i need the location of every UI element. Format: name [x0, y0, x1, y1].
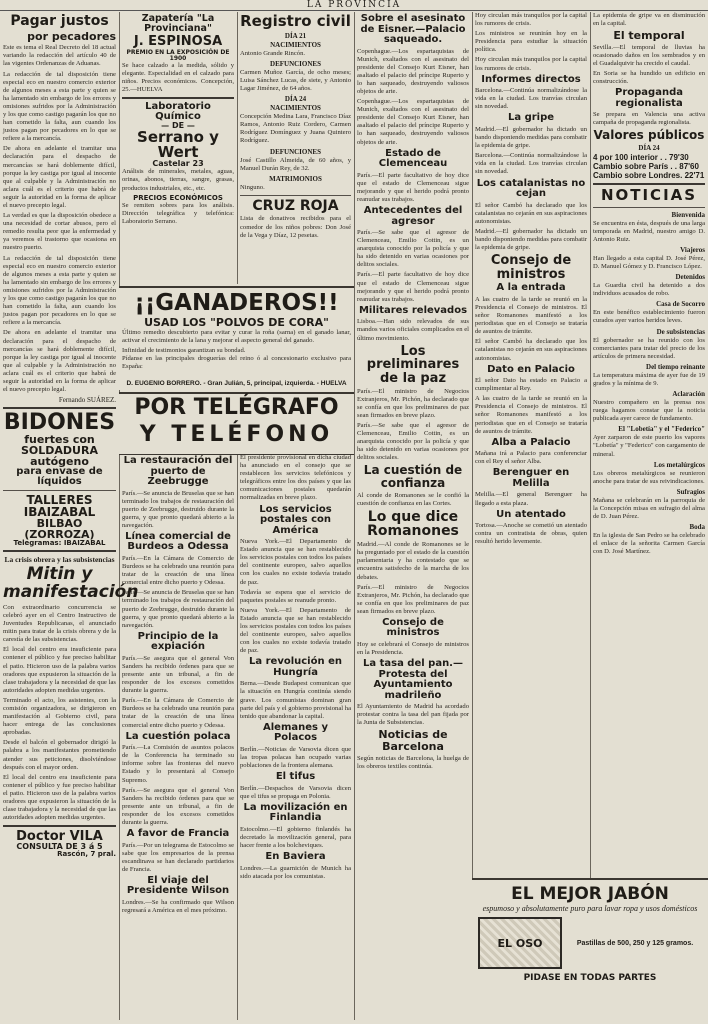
- paragraph: Se prepara en Valencia una activa campaña de propaganda regionalista.: [593, 111, 705, 127]
- paragraph: Pídanse en las principales droguerías del reino ó al concesionario exclusivo para España:: [122, 355, 351, 371]
- value-row-text: Cambio sobre París . . 87'60: [593, 161, 699, 171]
- column-6: [590, 12, 708, 874]
- ad-ganaderos-title: ¡¡GANADEROS!!: [134, 290, 339, 316]
- headline: La cuestión de confianza: [363, 463, 463, 490]
- paragraph: La verdad es que la disposición obedece a una necesidad de cortar abusos, pero el remedio resulta peor que la enfermedad y ya veremos el trastorno que ocasiona en nuestro puerto.: [3, 212, 116, 252]
- column-3-bottom: [237, 454, 354, 1020]
- paragraph: Se hace calzado a la medida, sólido y elegante. Especialidad en el calzado para niños. Precios económicos. Concepción, 25.—HUELVA: [122, 62, 234, 94]
- headline: Los catalanistas no cejan: [476, 177, 586, 199]
- value-row: [593, 153, 705, 162]
- headline: Informes directos: [481, 73, 581, 85]
- section-label: DÍA 24: [284, 95, 307, 104]
- section-label: De subsistencias: [656, 327, 705, 336]
- headline: Principio de la expiación: [137, 630, 219, 653]
- headline: Consejo de ministros: [490, 253, 572, 282]
- paragraph: Lista de donativos recibidos para el comedor de los niños pobres: Don José de la Vega y Díaz, 12 pesetas.: [240, 215, 351, 239]
- column-1: [0, 12, 139, 1020]
- paragraph: Desde el balcón el gobernador dirigió la palabra a los manifestantes prometiendo atender sus peticiones, disolviéndose después con el mayor orden.: [3, 739, 116, 771]
- paragraph: Concepción Medina Lara, Francisco Díaz Ramos, Antonio Ruiz Cordero, Carmen Rodríguez Domínguez y Juana Quintero Rodríguez.: [240, 113, 351, 145]
- divider: [3, 490, 116, 491]
- paragraph: A las cuatro de la tarde se reunió en la Presidencia el Consejo de ministros. El señor Romanones manifestó a los periodistas que en el Consejo se trataría de asuntos de trámite.: [475, 395, 587, 435]
- paragraph: Según noticias de Barcelona, la huelga de los obreros textiles continúa.: [357, 754, 469, 770]
- paragraph: El presidente provisional en dicha ciudad ha anunciado en el consejo que se restablecen los servicios telefónicos y telegráficos entre los dos países y que las comunicaciones postales quedarán normalizadas en breve plazo.: [240, 454, 351, 502]
- paragraph: Berna.—Desde Budapest comunican que la situación en Hungría continúa siendo grave. Los comunistas dominan gran parte del país y el gobierno provisional ha tenido que abandonar la capital.: [240, 680, 351, 720]
- headline: La restauración del puerto de Zeebrugge: [123, 455, 233, 487]
- ad-talleres-line: BILBAO (ZORROZA): [24, 517, 95, 542]
- ad-zapateria-title: Zapatería "La Provinciana": [141, 13, 215, 34]
- paragraph: Barcelona.—Continúa normalizándose la vida en la ciudad. Los tranvías circulan sin novedad.: [475, 87, 587, 111]
- ad-talleres-title: TALLERES IBAIZABAL: [23, 493, 96, 520]
- ad-doctor-line: CONSULTA DE 3 á 5: [16, 842, 103, 852]
- section-label: Aclaración: [672, 390, 705, 399]
- headline: Lo que dice Romanones: [367, 508, 459, 540]
- divider: [122, 97, 234, 99]
- paragraph: Con extraordinario concurrencia se celebró ayer en el Centro Instructivo de Juventudes Republicanas, el anunciado mitin para tratar de la crisis obrera y de la carestía de las subsistencias.: [3, 603, 116, 644]
- paragraph: A las cuatro de la tarde se reunió en la Presidencia el Consejo de ministros. El señor Romanones manifestó a los periodistas que en el Consejo se trataría de asuntos de trámite.: [475, 295, 587, 336]
- paragraph: Los obreros metalúrgicos se reunieron anoche para tratar de sus reivindicaciones.: [593, 469, 705, 485]
- paragraph: Barcelona.—Continúa normalizándose la vida en la ciudad. Los tranvías circulan sin novedad.: [475, 152, 587, 176]
- ad-jabon-text: espumoso y absolutamente puro para lavar ropa y usos domésticos: [482, 904, 698, 913]
- ad-talleres-line: Telegramas: IBAIZABAL: [13, 539, 106, 548]
- paragraph: Tortosa.—Anoche se cometió un atentado contra un contratista de obras, quien resultó herido levemente.: [475, 522, 587, 546]
- signature: Fernando SUÁREZ.: [58, 396, 116, 405]
- section-banner-line1: POR TELÉGRAFO: [134, 395, 339, 420]
- paragraph: Los ministros se reunirán hoy en la Presidencia para estudiar la situación política.: [475, 30, 587, 54]
- section-label: MATRIMONIOS: [269, 174, 322, 183]
- ad-bidones-line: fuertes con: [24, 433, 95, 447]
- value-row-text: 4 por 100 interior . . 79'30: [593, 152, 689, 162]
- paragraph: Madrid.—Al conde de Romanones se le ha preguntado por el estado de la cuestión parlamentaria y ha contestado que se encuentra satisfecho de la marcha de los debates.: [357, 541, 469, 581]
- paragraph: Terminado el acto, los asistentes, con la comisión organizadora, se dirigieron en manifestación al Gobierno civil, para hacer entrega de las conclusiones aprobadas.: [3, 696, 116, 737]
- section-label: Los metalúrgicos: [653, 460, 705, 469]
- paragraph: París.—El ministro de Negocios Extranjeros, Mr. Pichón, ha declarado que se confía en que los preliminares de paz sean firmados en breve plazo.: [357, 387, 469, 419]
- paragraph: Infinidad de testimonios garantizan su bondad.: [122, 347, 246, 355]
- value-row-text: Cambio sobre Londres. 22'71: [593, 170, 705, 180]
- ad-doctor-title: Doctor VILA: [16, 829, 103, 845]
- headline: Antecedentes del agresor: [363, 205, 463, 227]
- column-2-top: [119, 12, 237, 284]
- paragraph: En la iglesia de San Pedro se ha celebrado el enlace de la señorita Carmen García con D. José Martínez.: [593, 532, 705, 556]
- section-label: DÍA 24: [638, 143, 660, 152]
- paragraph: Nueva York.—El Departamento de Estado anuncia que se han restablecido los servicios postales con todos los países del continente europeo, salvo aquellos con los cuales no existe todavía tratado de paz.: [240, 538, 351, 586]
- ad-jabon-body: [472, 913, 708, 973]
- paragraph: La Guardia civil ha detenido a dos individuos acusados de robo.: [593, 282, 705, 298]
- headline: Estado de Clemenceau: [378, 147, 448, 170]
- paragraph: Nuestro compañero en la prensa nos ruega hagamos constar que la noticia publicada ayer carece de fundamento.: [593, 399, 705, 423]
- headline: Los preliminares de la paz: [366, 343, 460, 386]
- paragraph: Hoy se celebrará el Consejo de ministros en la Presidencia.: [357, 640, 469, 657]
- ad-laboratorio-name: Serrano y Wert: [137, 128, 219, 162]
- paragraph: La redacción de tal disposición tiene especial eco en nuestro comercio exterior de algunos meses a esta parte y quien se ha lamentado sin embargo de los errores y omisiones sufridos por la Administración y los que como castigo pagarán los que no han cometido la falta, aun cuando los justos pagan por pecadores en lo que se refiere a la mercancía.: [3, 70, 116, 143]
- paragraph: José Castillo Almeida, de 60 años, y Manuel Durán Rey, de 32.: [240, 156, 351, 172]
- paragraph: Ayer zarparon de este puerto los vapores "Lobetía" y "Federico" con cargamento de mineral.: [593, 434, 705, 458]
- paragraph: Melilla.—El general Berenguer ha llegado a esta plaza.: [475, 491, 587, 507]
- divider: [240, 195, 351, 196]
- headline: La revolución en Hungría: [249, 656, 342, 678]
- paragraph: Antonio Grande Rincón.: [240, 49, 306, 57]
- section-label: Sufragios: [676, 487, 705, 496]
- headline: El viaje del Presidente Wilson: [126, 874, 230, 897]
- ad-jabon: [472, 878, 708, 1022]
- paragraph: Nueva York.—El Departamento de Estado anuncia que se han restablecido los servicios postales con todos los países del continente europeo, salvo aquellos con los cuales no existe todavía tratado de paz.: [240, 606, 351, 655]
- headline: El tifus: [275, 771, 316, 783]
- paragraph: Han llegado a esta capital D. José Pérez, D. Manuel Gómez y D. Francisco López.: [593, 255, 705, 271]
- headline: Mitin y manifestación: [3, 564, 139, 603]
- paragraph: Último remedio descubierto para evitar y curar la roña (sarna) en el ganado lanar, activar el crecimiento de la lana y mejorar el aspecto general del ganado.: [122, 329, 351, 345]
- section-label: DEFUNCIONES: [270, 59, 321, 68]
- paragraph: París.—Se sabe que el agresor de Clemenceau, Emilio Cottin, es un anarquista conocido por la policía y que ha sido detenido en varias ocasiones por delitos sociales.: [357, 421, 469, 462]
- headline: Consejo de ministros: [382, 616, 444, 639]
- headline: La crisis obrera y las subsistencias: [4, 555, 115, 565]
- masthead: LA PROVINCIA: [0, 0, 708, 11]
- section-label: DEFUNCIONES: [270, 147, 321, 156]
- headline: Alemanes y Polacos: [263, 721, 328, 744]
- ad-jabon-title: EL MEJOR JABÓN: [511, 884, 669, 904]
- soap-logo-text: EL OSO: [497, 936, 543, 950]
- paragraph: El señor Dato ha estado en Palacio a cumplimentar al Rey.: [475, 377, 587, 393]
- paragraph: Lisboa.—Han sido relevados de sus mandos varios oficiales complicados en el último movimiento.: [357, 318, 469, 342]
- paragraph: París.—Se anuncia de Bruselas que se han terminado los trabajos de restauración del puerto de Zeebrugge, destruido durante la guerra, y que pronto quedará abierto a la navegación.: [122, 489, 234, 529]
- paragraph: El señor Cambó ha declarado que los catalanistas no cejarán en sus aspiraciones autonomistas.: [475, 201, 587, 225]
- column-5: [472, 12, 590, 1020]
- ad-bidones-title: BIDONES: [3, 410, 116, 436]
- paragraph: El señor Cambó ha declarado que los catalanistas no cejarán en sus aspiraciones autonomistas.: [475, 338, 587, 362]
- paragraph: Ninguno.: [240, 183, 265, 191]
- section-label: DÍA 21: [284, 31, 307, 40]
- paragraph: Estocolmo.—El gobierno finlandés ha decretado la movilización general, para hacer frente a los bolcheviques.: [240, 825, 351, 849]
- paragraph: Madrid.—El gobernador ha dictado un bando disponiendo medidas para combatir la epidemia de gripe.: [475, 227, 587, 251]
- headline: La tasa del pan.—Protesta del Ayuntamiento madrileño: [363, 658, 463, 701]
- headline: La movilización en Finlandia: [243, 801, 348, 824]
- paragraph: París.—Se asegura que el general Von Sanders ha recibido órdenes para que se presente ante un tribunal, a fin de responder de los excesos cometidos durante la guerra.: [122, 786, 234, 826]
- headline: Militares relevados: [358, 304, 468, 316]
- paragraph: Copenhague.—Los espartaquistas de Munich, exaltados con el asesinato del presidente del Consejo Kurt Eisner, han asaltado el palacio del príncipe Ruperto y lo han saqueado, destruyendo valiosos objetos de arte.: [357, 98, 469, 146]
- paragraph: Londres.—La guarnición de Munich ha sido atacada por los comunistas.: [240, 864, 351, 880]
- paragraph: Carmen Muñoz García, de ocho meses; Luisa Sánchez Lucas, de siete, y Antonio Lagar Jiménez, de 64 años.: [240, 68, 351, 93]
- paragraph: Berlín.—Despachos de Varsovia dicen que el tifus se propaga en Polonia.: [240, 784, 351, 800]
- paragraph: Todavía se espera que el servicio de paquetes postales se reanude pronto.: [240, 588, 351, 604]
- divider: [593, 207, 705, 208]
- ad-laboratorio-address: Castelar 23: [152, 159, 204, 169]
- paragraph: Se remiten sobres para los análisis. Dirección telegráfica y telefónica: Laboratorio Serrano.: [122, 201, 234, 225]
- paragraph: Sevilla.—El temporal de lluvias ha ocasionado daños en los sembrados y en el Guadalquivir ha crecido el caudal.: [593, 43, 705, 67]
- headline: Pagar justos: [10, 13, 109, 29]
- column-3-top: [237, 12, 354, 284]
- column-4: [354, 12, 472, 1020]
- paragraph: El local del centro era insuficiente para contener el público y fue preciso habilitar el patio. Hicieron uso de la palabra varios oradores que expusieron la situación de la clase trabajadora y la necesidad de que las autoridades adopten medidas urgentes.: [3, 773, 116, 822]
- ad-jabon-sizes: Pastillas de 500, 250 y 125 gramos.: [576, 939, 694, 947]
- paragraph: Este es tema el Real Decreto del 18 actual variando la redacción del artículo 40 de las vigentes Ordenanzas de Aduanas.: [3, 44, 116, 68]
- paragraph: París.—Por un telegrama de Estocolmo se sabe que los empresarios de la prensa escandinava se han declarado partidarios de Francia.: [122, 841, 234, 873]
- divider: [3, 550, 116, 552]
- paragraph: Berlín.—Noticias de Varsovia dicen que las tropas polacas han ocupado varias poblaciones de la frontera alemana.: [240, 745, 351, 770]
- paragraph: Al conde de Romanones se le confió la cuestión de confianza en las Cortes.: [357, 491, 469, 507]
- paragraph: En este benéfico establecimiento fueron curados ayer varios heridos leves.: [593, 309, 705, 325]
- ad-laboratorio-prices: PRECIOS ECONÓMICOS: [133, 193, 223, 202]
- value-row: [593, 162, 705, 171]
- headline: Los servicios postales con América: [259, 503, 332, 536]
- paragraph: Hoy circulan más tranquilos por la capital los rumores de crisis.: [475, 12, 587, 28]
- paragraph: París.—En la Cámara de Comercio de Burdeos se ha celebrado una reunión para tratar de la creación de una línea comercial entre dicho puerto y Odessa.: [122, 697, 234, 729]
- section-label: NACIMIENTOS: [270, 40, 321, 49]
- headline: Berenguer en Melilla: [492, 467, 570, 489]
- paragraph: Hoy circulan más tranquilos por la capital los rumores de crisis.: [475, 56, 587, 72]
- paragraph: La epidemia de gripe va en disminución en la capital.: [593, 12, 705, 28]
- paragraph: París.—Se asegura que el general Von Sanders ha recibido órdenes para que se presente ante un tribunal, a fin de responder de los excesos cometidos durante la guerra.: [122, 654, 234, 695]
- headline: Un atentado: [496, 508, 566, 520]
- ad-bidones-line: SOLDADURA autógeno: [21, 444, 98, 469]
- section-banner-line2: Y TELÉFONO: [139, 422, 334, 447]
- headline: La cuestión polaca: [125, 730, 231, 742]
- paragraph: Mañana irá a Palacio para conferenciar con el Rey el señor Alba.: [475, 450, 587, 466]
- paragraph: París.—La Comisión de asuntos polacos de la Conferencia ha terminado su informe sobre las fronteras del nuevo Estado y lo presentará al Consejo Supremo.: [122, 744, 234, 784]
- soap-logo-image: [478, 917, 562, 969]
- paragraph: París.—En la Cámara de Comercio de Burdeos se ha celebrado una reunión para tratar de la creación de una línea comercial entre dicho puerto y Odessa.: [122, 554, 234, 587]
- headline: El temporal: [613, 29, 685, 43]
- ad-laboratorio-line: — DE —: [161, 121, 195, 131]
- ad-ganaderos: [119, 286, 354, 381]
- column-2-bottom: [119, 454, 237, 1020]
- headline: Registro civil: [240, 12, 351, 30]
- value-row: [593, 171, 705, 180]
- headline: En Baviera: [265, 851, 326, 863]
- paragraph: El gobernador se ha reunido con los comerciantes para tratar del precio de los artículos de primera necesidad.: [593, 336, 705, 360]
- headline: Sobre el asesinato de Eisner.—Palacio saqueado.: [360, 13, 466, 45]
- section-label: Detenidos: [675, 273, 705, 282]
- paragraph: Análisis de minerales, metales, aguas, orinas, abonos, tierras, sangre, grasas, productos industriales, etc., etc.: [122, 168, 234, 192]
- headline: Valores públicos: [593, 128, 705, 143]
- paragraph: Londres.—Se ha confirmado que Wilson regresará a América en el mes próximo.: [122, 898, 234, 915]
- paragraph: En Soria se ha hundido un edificio en construcción.: [593, 70, 705, 86]
- paragraph: Copenhague.—Los espartaquistas de Munich, exaltados con el asesinato del presidente del Consejo Kurt Eisner, han asaltado el palacio del príncipe Ruperto y lo han saqueado, destruyendo valiosos objetos de arte.: [357, 47, 469, 95]
- headline: A favor de Francia: [126, 828, 230, 840]
- paragraph: De ahora en adelante el tramitar una declaración para el despacho de mercancías se hará doblemente difícil, porque la ley castiga por igual al inocente que al culpable y la Administración no aclara cuál es el criterio que habrá de seguir la autoridad en la forma de aplicar el nuevo precepto legal.: [3, 145, 116, 210]
- paragraph: París.—El ministro de Negocios Extranjeros, Mr. Pichón, ha declarado que se confía en que los preliminares de paz sean firmados en breve plazo.: [357, 583, 469, 615]
- ad-ganaderos-address-text: D. EUGENIO BORRERO. - Gran Julián, 5, principal, izquierda. - HUELVA: [126, 380, 347, 387]
- paragraph: La temperatura máxima de ayer fue de 19 grados y la mínima de 9.: [593, 371, 705, 387]
- section-label: NACIMIENTOS: [270, 104, 321, 113]
- headline: A la entrada: [496, 282, 566, 294]
- ad-bidones-line: para envase de líquidos: [16, 466, 103, 488]
- section-label: Viajeros: [680, 246, 705, 255]
- headline: Noticias de Barcelona: [378, 728, 448, 753]
- section-label: El "Lobetía" y el "Federico": [618, 425, 705, 434]
- section-label: Bienvenida: [671, 210, 705, 219]
- headline: Línea comercial de Burdeos a Odessa: [125, 530, 231, 553]
- ad-laboratorio-title: Laboratorio Químico: [145, 101, 211, 123]
- divider: [3, 407, 116, 409]
- ad-zapateria-award: PREMIO EN LA EXPOSICIÓN DE 1900: [126, 49, 230, 62]
- ad-doctor-line: Rascón, 7 pral.: [57, 850, 116, 859]
- paragraph: París.—Se anuncia de Bruselas que se han terminado los trabajos de restauración del puerto de Zeebrugge, destruido durante la guerra, y que pronto quedará abierto a la navegación.: [122, 589, 234, 629]
- paragraph: Mañana se celebrarán en la parroquia de la Concepción misas en sufragio del alma de D. Juan Pérez.: [593, 496, 705, 520]
- paragraph: París.—Se sabe que el agresor de Clemenceau, Emilio Cottin, es un anarquista conocido por la policía y que ha sido detenido en varias ocasiones por delitos sociales.: [357, 229, 469, 269]
- ad-jabon-footer: PIDASE EN TODAS PARTES: [523, 973, 657, 983]
- ad-ganaderos-sub: USAD LOS "POLVOS DE CORA": [144, 316, 329, 329]
- section-label: Casa de Socorro: [656, 300, 705, 309]
- ad-zapateria-name: J. ESPINOSA: [133, 34, 223, 49]
- headline: Dato en Palacio: [487, 363, 575, 375]
- paragraph: De ahora en adelante el tramitar una declaración para el despacho de mercancías se hará doblemente difícil, porque la ley castiga por igual al inocente que al culpable y la Administración no aclara cuál es el criterio que habrá de seguir la autoridad en la forma de aplicar el nuevo precepto legal.: [3, 329, 116, 394]
- headline: NOTICIAS: [600, 185, 698, 204]
- section-label: Boda: [689, 523, 705, 532]
- paragraph: La redacción de tal disposición tiene especial eco en nuestro comercio exterior de algunos meses a esta parte y quien se ha lamentado sin embargo de los errores y omisiones sufridos por la Administración y los que como castigo pagarán los que no han cometido la falta, aun cuando los justos pagan por pecadores en lo que se refiere a la mercancía.: [3, 254, 116, 327]
- headline: La gripe: [507, 112, 555, 124]
- paragraph: París.—El parte facultativo de hoy dice que el estado de Clemenceau sigue mejorando y que el herido podrá pronto reanudar sus trabajos.: [357, 171, 469, 203]
- paragraph: El local del centro era insuficiente para contener el público y fue preciso habilitar el patio. Hicieron uso de la palabra varios oradores que expusieron la situación de la clase trabajadora y la necesidad de que las autoridades adopten medidas urgentes.: [3, 646, 116, 694]
- divider: [593, 183, 705, 185]
- headline-sub: por pecadores: [27, 29, 116, 43]
- headline: Propaganda regionalista: [615, 87, 683, 109]
- headline: CRUZ ROJA: [252, 197, 339, 214]
- headline: Alba a Palacio: [491, 436, 571, 448]
- paragraph: Se encuentra en ésta, después de una larga temporada en Madrid, nuestro amigo D. Antonio Ruiz.: [593, 219, 705, 243]
- ad-ganaderos-address: [119, 378, 354, 390]
- paragraph: París.—El parte facultativo de hoy dice que el estado de Clemenceau sigue mejorando y que el herido podrá pronto reanudar sus trabajos.: [357, 271, 469, 303]
- paragraph: Madrid.—El gobernador ha dictado un bando disponiendo medidas para combatir la epidemia de gripe.: [475, 125, 587, 150]
- paragraph: El Ayuntamiento de Madrid ha acordado protestar contra la tasa del pan fijada por la Junta de Subsistencias.: [357, 703, 469, 727]
- section-label: Del tiempo reinante: [646, 362, 705, 371]
- section-banner: [119, 392, 354, 455]
- divider: [3, 825, 116, 827]
